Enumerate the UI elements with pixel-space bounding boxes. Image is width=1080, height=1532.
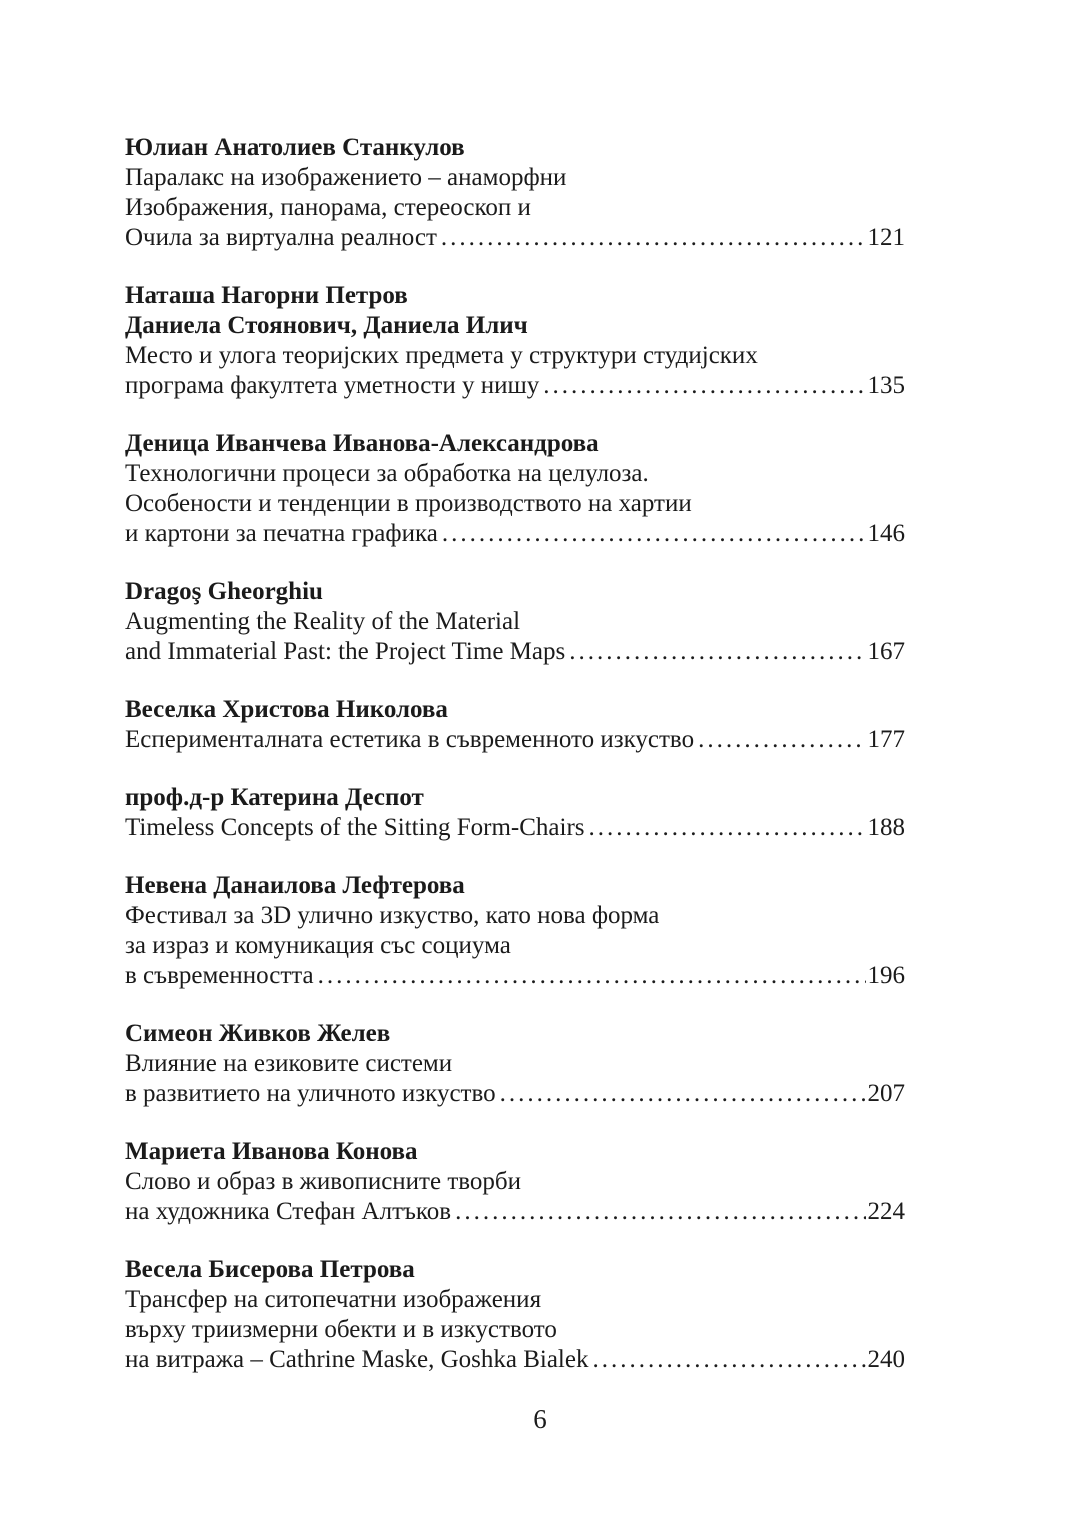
toc-page-number: 207 (867, 1080, 905, 1107)
toc-leader-line (125, 223, 905, 253)
toc-leader-line (125, 1345, 905, 1375)
toc-page-number: 196 (867, 962, 905, 989)
dot-leader (698, 725, 865, 755)
toc-leader-text: Есперименталната естетика в съвременното изкуство (125, 726, 695, 753)
toc-title-line: Augmenting the Reality of the Material (125, 608, 521, 635)
dot-leader (592, 1345, 865, 1375)
toc-page-number: 121 (867, 224, 905, 251)
toc-leader-line (125, 725, 905, 755)
toc-author: Веселка Христова Николова (125, 696, 448, 723)
toc-page-number: 167 (867, 638, 905, 665)
toc-entry (125, 871, 905, 991)
toc-title-line: Влияние на езиковите системи (125, 1050, 453, 1077)
toc-author: Весела Бисерова Петрова (125, 1256, 415, 1283)
toc-leader-line (125, 519, 905, 549)
dot-leader (442, 519, 866, 549)
toc-entry (125, 133, 905, 253)
dot-leader (441, 223, 866, 253)
toc-title-line: Место и улога теоријских предмета у структури студијских (125, 342, 758, 369)
toc-author: Юлиан Анатолиев Станкулов (125, 134, 465, 161)
toc-leader-text: в съвременността (125, 962, 314, 989)
toc-entry (125, 429, 905, 549)
toc-entry (125, 695, 905, 755)
toc-leader-text: and Immaterial Past: the Project Time Maps (125, 638, 566, 665)
toc-leader-line (125, 1079, 905, 1109)
toc-page-number: 177 (867, 726, 905, 753)
toc-author: Dragoş Gheorghiu (125, 578, 323, 605)
dot-leader (569, 637, 865, 667)
toc-title-line: върху триизмерни обекти и в изкуството (125, 1316, 557, 1343)
toc-page-number: 146 (867, 520, 905, 547)
toc-title-line: за израз и комуникация със социума (125, 932, 511, 959)
toc-leader-text: програма факултета уметности у нишу (125, 372, 540, 399)
toc-leader-text: Timeless Concepts of the Sitting Form-Chairs (125, 814, 585, 841)
toc-author: Даниела Стоянович, Даниела Илич (125, 312, 528, 339)
toc-page-number: 188 (867, 814, 905, 841)
toc-entry (125, 1255, 905, 1375)
toc-entry (125, 577, 905, 667)
page-number: 6 (533, 1404, 547, 1434)
toc-leader-text: на витража – Cathrine Maske, Goshka Bialek (125, 1346, 589, 1373)
dot-leader (455, 1197, 865, 1227)
toc-leader-line (125, 637, 905, 667)
toc-author: Симеон Живков Желев (125, 1020, 391, 1047)
toc-entry (125, 281, 905, 401)
dot-leader (318, 961, 866, 991)
toc-author: проф.д-р Катерина Деспот (125, 784, 424, 811)
toc-leader-text: и картони за печатна графика (125, 520, 438, 547)
dot-leader (543, 371, 865, 401)
toc-page-number: 224 (867, 1198, 905, 1225)
toc-page-number: 240 (867, 1346, 905, 1373)
toc-page-number: 135 (867, 372, 905, 399)
toc-entry (125, 783, 905, 843)
toc-title-line: Фестивал за 3D улично изкуство, като нова форма (125, 902, 660, 929)
toc-leader-text: на художника Стефан Алтъков (125, 1198, 452, 1225)
toc-entry (125, 1137, 905, 1227)
toc-author: Мариета Иванова Конова (125, 1138, 418, 1165)
toc-leader-line (125, 961, 905, 991)
toc-title-line: Технологични процеси за обработка на целулоза. (125, 460, 649, 487)
toc-title-line: Трансфер на ситопечатни изображения (125, 1286, 542, 1313)
toc-leader-text: Очила за виртуална реалност (125, 224, 437, 251)
toc-leader-line (125, 813, 905, 843)
toc-author: Невена Данаилова Лефтерова (125, 872, 465, 899)
toc-leader-text: в развитието на уличното изкуство (125, 1080, 496, 1107)
toc-leader-line (125, 371, 905, 401)
toc-title-line: Паралакс на изображението – анаморфни (125, 164, 567, 191)
toc-leader-line (125, 1197, 905, 1227)
dot-leader (500, 1079, 866, 1109)
toc-entry (125, 1019, 905, 1109)
toc-title-line: Слово и образ в живописните творби (125, 1168, 521, 1195)
toc-author: Деница Иванчева Иванова-Александрова (125, 430, 599, 457)
toc-title-line: Особености и тенденции в производството на хартии (125, 490, 692, 517)
dot-leader (589, 813, 866, 843)
toc-author: Наташа Нагорни Петров (125, 282, 408, 309)
toc-title-line: Изображения, панорама, стереоскоп и (125, 194, 531, 221)
